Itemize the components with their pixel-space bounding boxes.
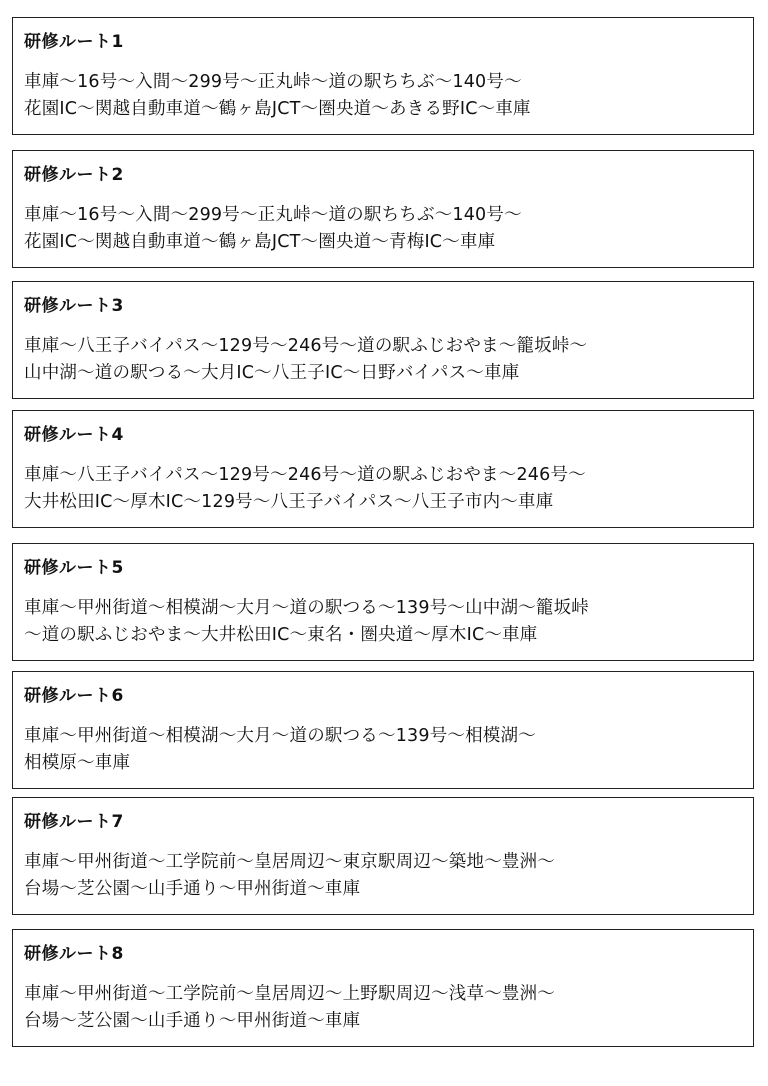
route-title: 研修ルート4 bbox=[24, 425, 124, 445]
route-description-line-1: 車庫〜甲州街道〜相模湖〜大月〜道の駅つる〜139号〜相模湖〜 bbox=[24, 726, 536, 746]
route-title: 研修ルート2 bbox=[24, 165, 124, 185]
route-box-7 bbox=[12, 797, 754, 915]
route-box-4 bbox=[12, 410, 754, 528]
route-title: 研修ルート1 bbox=[24, 32, 124, 52]
route-description-line-2: 花園IC〜関越自動車道〜鶴ヶ島JCT〜圏央道〜あきる野IC〜車庫 bbox=[24, 99, 531, 119]
route-description-line-2: 花園IC〜関越自動車道〜鶴ヶ島JCT〜圏央道〜青梅IC〜車庫 bbox=[24, 232, 496, 252]
route-title: 研修ルート8 bbox=[24, 944, 124, 964]
route-description-line-1: 車庫〜16号〜入間〜299号〜正丸峠〜道の駅ちちぶ〜140号〜 bbox=[24, 205, 522, 225]
route-box-5 bbox=[12, 543, 754, 661]
route-description-line-2: 大井松田IC〜厚木IC〜129号〜八王子バイパス〜八王子市内〜車庫 bbox=[24, 492, 554, 512]
route-box-6 bbox=[12, 671, 754, 789]
route-title: 研修ルート6 bbox=[24, 686, 124, 706]
route-description-line-1: 車庫〜甲州街道〜工学院前〜皇居周辺〜東京駅周辺〜築地〜豊洲〜 bbox=[24, 852, 555, 872]
route-description-line-2: 相模原〜車庫 bbox=[24, 753, 131, 773]
route-description-line-1: 車庫〜八王子バイパス〜129号〜246号〜道の駅ふじおやま〜籠坂峠〜 bbox=[24, 336, 588, 356]
route-description-line-1: 車庫〜甲州街道〜相模湖〜大月〜道の駅つる〜139号〜山中湖〜籠坂峠 bbox=[24, 598, 589, 618]
route-box-2 bbox=[12, 150, 754, 268]
route-description-line-1: 車庫〜甲州街道〜工学院前〜皇居周辺〜上野駅周辺〜浅草〜豊洲〜 bbox=[24, 984, 555, 1004]
route-title: 研修ルート5 bbox=[24, 558, 124, 578]
route-description-line-2: 〜道の駅ふじおやま〜大井松田IC〜東名・圏央道〜厚木IC〜車庫 bbox=[24, 625, 538, 645]
route-description-line-1: 車庫〜八王子バイパス〜129号〜246号〜道の駅ふじおやま〜246号〜 bbox=[24, 465, 586, 485]
route-description-line-2: 台場〜芝公園〜山手通り〜甲州街道〜車庫 bbox=[24, 879, 361, 899]
route-title: 研修ルート7 bbox=[24, 812, 124, 832]
route-description-line-1: 車庫〜16号〜入間〜299号〜正丸峠〜道の駅ちちぶ〜140号〜 bbox=[24, 72, 522, 92]
route-title: 研修ルート3 bbox=[24, 296, 124, 316]
route-box-1 bbox=[12, 17, 754, 135]
route-description-line-2: 台場〜芝公園〜山手通り〜甲州街道〜車庫 bbox=[24, 1011, 361, 1031]
route-description-line-2: 山中湖〜道の駅つる〜大月IC〜八王子IC〜日野バイパス〜車庫 bbox=[24, 363, 520, 383]
route-box-3 bbox=[12, 281, 754, 399]
route-box-8 bbox=[12, 929, 754, 1047]
